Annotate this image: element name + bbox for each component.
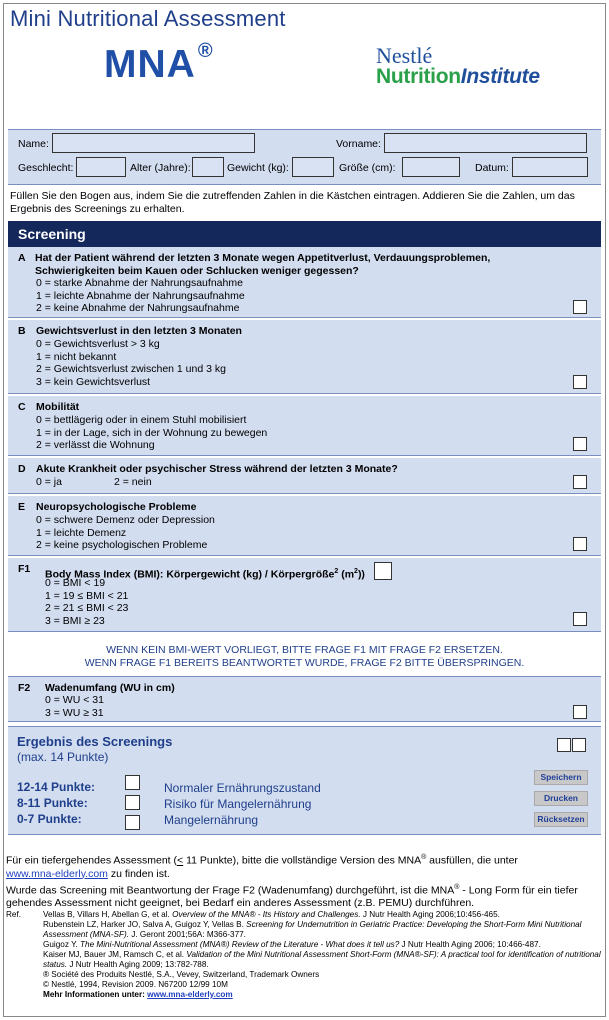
- answer-box-d[interactable]: [573, 475, 587, 489]
- bmi-value-box[interactable]: [374, 562, 392, 580]
- more-info-link[interactable]: www.mna-elderly.com: [147, 990, 233, 999]
- result-points-3: 0-7 Punkte:: [17, 812, 82, 826]
- result-check-2[interactable]: [125, 795, 140, 810]
- print-button[interactable]: Drucken: [534, 791, 588, 806]
- screening-heading: Screening: [8, 221, 601, 247]
- geschlecht-field[interactable]: [76, 157, 126, 177]
- question-c: C Mobilität 0 = bettlägerig oder in einem Stuhl mobilisiert 1 = in der Lage, sich in der Wohnung zu bewegen 2 = verlässt die Wohnung: [8, 396, 601, 456]
- groesse-field[interactable]: [402, 157, 460, 177]
- answer-box-b[interactable]: [573, 375, 587, 389]
- question-e: E Neuropsychologische Probleme 0 = schwere Demenz oder Depression 1 = leichte Demenz 2 = keine psychologischen Probleme: [8, 496, 601, 556]
- result-label-3: Mangelernährung: [164, 813, 259, 827]
- question-f1: F1 Body Mass Index (BMI): Körpergewicht (kg) / Körpergröße$^2$ $(m^2)$) 0 = BMI < 19 1 = 19 ≤ BMI < 21 2 = 21 ≤ BMI < 23 3 = BMI ≥ 23: [8, 558, 601, 632]
- datum-field[interactable]: [512, 157, 588, 177]
- name-label: Name:: [18, 138, 49, 150]
- mna-elderly-link[interactable]: www.mna-elderly.com: [6, 867, 108, 880]
- gewicht-field[interactable]: [292, 157, 334, 177]
- result-title: Ergebnis des Screenings: [17, 734, 173, 749]
- result-points-2: 8-11 Punkte:: [17, 796, 88, 810]
- patient-fields: [8, 129, 601, 185]
- vorname-label: Vorname:: [336, 138, 381, 150]
- answer-box-a[interactable]: [573, 300, 587, 314]
- instructions: Füllen Sie den Bogen aus, indem Sie die zutreffenden Zahlen in die Kästchen eintragen. Addieren Sie die Zahlen, um das Ergebnis des Screenings zu erhalten.: [10, 190, 575, 215]
- bmi-warning: WENN KEIN BMI-WERT VORLIEGT, BITTE FRAGE F1 MIT FRAGE F2 ERSETZEN. WENN FRAGE F1 BEREITS BEANTWORTET WURDE, FRAGE F2 BITTE ÜBERSPRINGEN.: [84, 644, 525, 669]
- groesse-label: Größe (cm):: [339, 162, 396, 174]
- score-box-tens[interactable]: [557, 738, 571, 752]
- question-a: A Hat der Patient während der letzten 3 Monate wegen Appetitverlust, Verdauungsproblemen, Schwierigkeiten beim Kauen oder Schlucken weniger gegessen? 0 = starke Abnahme der Nahrungsaufnahme 1 = leichte Abnahme der Nahrungsaufnahme 2 = keine Abnahme der Nahrungsaufnahme: [8, 247, 601, 318]
- result-points-1: 12-14 Punkte:: [17, 780, 96, 794]
- answer-box-f1[interactable]: [573, 612, 587, 626]
- geschlecht-label: Geschlecht:: [18, 162, 74, 174]
- vorname-field[interactable]: [384, 133, 587, 153]
- question-d: D Akute Krankheit oder psychischer Stress während der letzten 3 Monate? 0 = ja 2 = nein: [8, 458, 601, 494]
- score-box-units[interactable]: [572, 738, 586, 752]
- answer-box-f2[interactable]: [573, 705, 587, 719]
- page-title: Mini Nutritional Assessment: [10, 6, 286, 31]
- result-subtitle: (max. 14 Punkte): [17, 750, 109, 764]
- result-check-1[interactable]: [125, 775, 140, 790]
- gewicht-label: Gewicht (kg):: [227, 162, 289, 174]
- alter-field[interactable]: [192, 157, 224, 177]
- result-label-2: Risiko für Mangelernährung: [164, 797, 312, 811]
- reset-button[interactable]: Rücksetzen: [534, 812, 588, 827]
- answer-box-c[interactable]: [573, 437, 587, 451]
- assessment-note: Für ein tiefergehendes Assessment (< 11 Punkte), bitte die vollständige Version des MNA® ausfüllen, die unter www.mna-elderly.com zu finden ist. Wurde das Screening mit Beantwortung der Frage F2 (Wadenumfang) durchgeführt, ist die MNA® - Long Form für ein tiefer gehendes Assessment nicht geeignet, bei Bedarf ein anderes Assessment (z.B. PEMU) durchführen.: [6, 854, 578, 909]
- answer-box-e[interactable]: [573, 537, 587, 551]
- nestle-nutrition-institute-logo: Nestlé NutritionInstitute: [376, 43, 540, 88]
- result-label-1: Normaler Ernährungszustand: [164, 781, 321, 795]
- name-field[interactable]: [52, 133, 255, 153]
- alter-label: Alter (Jahre):: [130, 162, 191, 174]
- datum-label: Datum:: [475, 162, 509, 174]
- question-f2: F2 Wadenumfang (WU in cm) 0 = WU < 31 3 = WU ≥ 31: [8, 676, 601, 722]
- result-check-3[interactable]: [125, 815, 140, 830]
- save-button[interactable]: Speichern: [534, 770, 588, 785]
- mna-logo: MNA ®: [104, 40, 214, 86]
- question-b: B Gewichtsverlust in den letzten 3 Monaten 0 = Gewichtsverlust > 3 kg 1 = nicht bekannt 2 = Gewichtsverlust zwischen 1 und 3 kg 3 = kein Gewichtsverlust: [8, 320, 601, 394]
